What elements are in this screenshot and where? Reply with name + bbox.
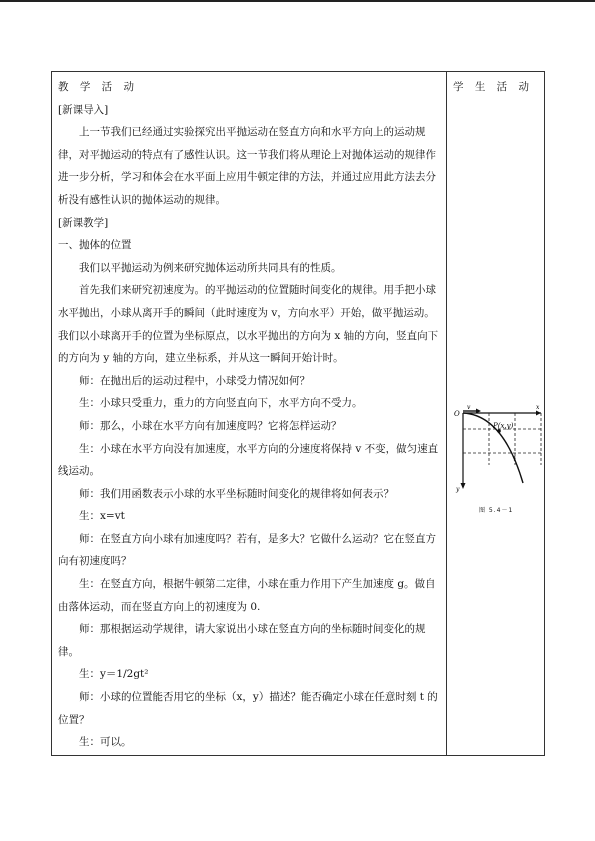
dialog-line: 师：在抛出后的运动过程中，小球受力情况如何？ [79,374,310,387]
projectile-diagram [453,405,543,515]
dialog-line: 生：y＝1/2gt² [79,668,149,681]
teaching-header: 教 学 活 动 [58,81,139,93]
dialog-line: 师：小球的位置能否用它的坐标（x，y）描述？能否确定小球在任意时刻 t 的位置？ [58,691,438,726]
dialog-line: 师：我们用函数表示小球的水平坐标随时间变化的规律将如何表示？ [79,487,394,500]
paragraph-1: 我们以平抛运动为例来研究抛体运动所共同具有的性质。 [79,261,342,274]
dialog-line: 师：那根据运动学规律，请大家说出小球在竖直方向的坐标随时间变化的规律。 [58,623,426,658]
teaching-column [52,72,447,756]
y-arrow-icon [461,483,466,489]
dialog-line: 师：那么，小球在水平方向有加速度吗？它将怎样运动？ [79,419,342,432]
dialog-line: 生：x=vt [79,510,125,523]
paragraph-2: 首先我们来研究初速度为。的平抛运动的位置随时间变化的规律。用手把小球水平抛出，小球从离开手的瞬间（此时速度为 v，方向水平）开始，做平抛运动。我们以小球离开手的位置为坐标原点，以水平抛出的方向为 x 轴的方向，竖直向下的方向为 y 轴的方向，建立坐标系，并从这一瞬间开始计时。 [58,284,439,365]
point-label: P(x,y) [493,422,514,430]
vertical-mark: 1 [513,456,517,463]
student-header: 学 生 活 动 [453,81,534,93]
origin-label: O [454,410,460,418]
dialog-line: 生：可以。 [79,736,132,749]
figure-caption: 图 5.4－1 [479,507,514,514]
v-label: v [467,405,471,411]
dialog-line: 生：小球在水平方向没有加速度，水平方向的分速度将保持 v 不变，做匀速直线运动。 [58,442,439,478]
x-arrow-icon [536,411,541,416]
top-rule [0,0,595,2]
section-new-label: [新课教学] [58,216,109,229]
dialog-line: 师：在竖直方向小球有加速度吗？若有，是多大？它做什么运动？它在竖直方向有初速度吗？ [58,532,436,568]
dialog-line: 生：小球只受重力，重力的方向竖直向下，水平方向不受力。 [79,397,363,410]
x-label: x [536,405,540,411]
dialog-line: 生：在竖直方向，根据牛顿第二定律，小球在重力作用下产生加速度 g。做自由落体运动，而在竖直方向上的初速度为 0. [58,578,436,613]
intro-paragraph: 上一节我们已经通过实验探究出平抛运动在竖直方向和水平方向上的运动规律，对平抛运动的特点有了感性认识。这一节我们将从理论上对抛体运动的规律作进一步分析，学习和体会在水平面上应用牛顿定律的方法，并通过应用此方法去分析没有感性认识的抛体运动的规律。 [58,126,436,206]
heading-position: 一、抛体的位置 [58,239,132,252]
section-intro-label: [新课导入] [58,103,109,116]
y-label: y [456,486,460,493]
